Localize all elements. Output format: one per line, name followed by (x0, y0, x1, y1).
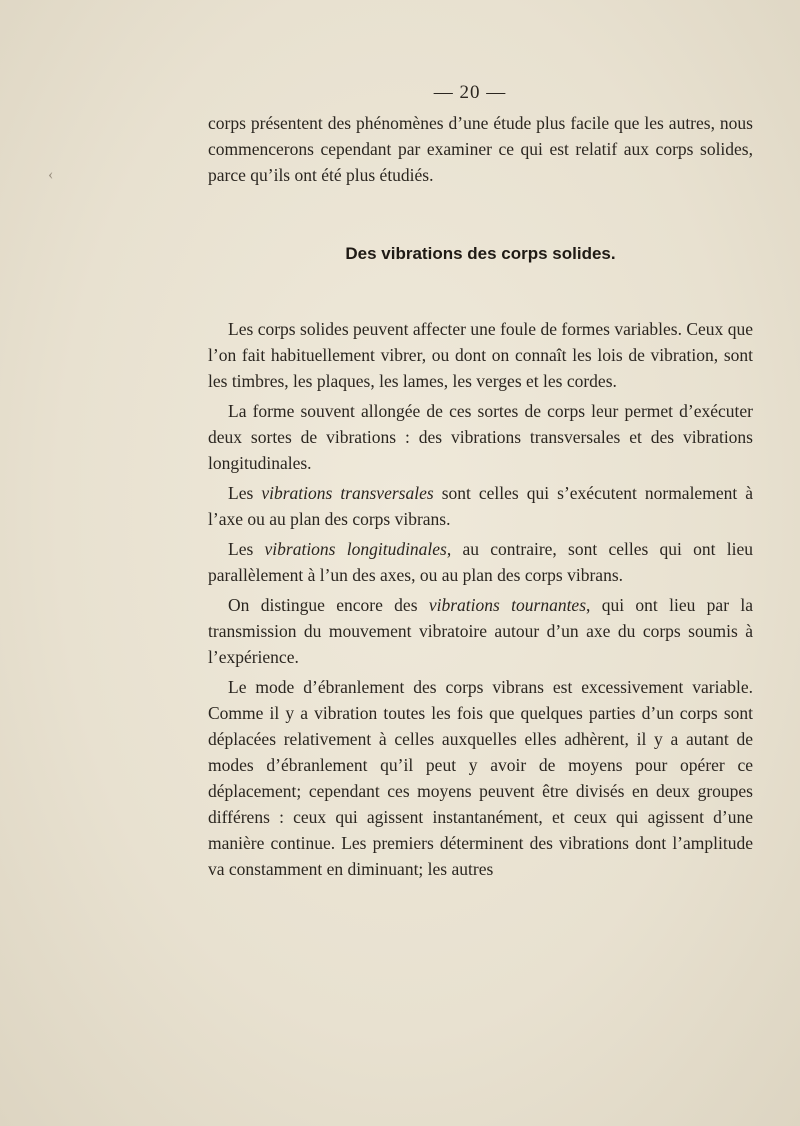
paragraph-1: Les corps solides peuvent affecter une foule de formes variables. Ceux que l’on fait habituellement vibrer, ou dont on connaît les lois de vibration, sont les timbres, les plaques, les lames, les verges et les cordes. (208, 319, 753, 391)
section-heading: Des vibrations des corps solides. (345, 244, 616, 263)
continuation-block (208, 110, 753, 188)
paragraph-4-term: vibrations longitudinales (264, 539, 447, 559)
paragraph-5-end: , qui ont lieu par la transmission du mouvement vibratoire autour d’un axe du corps soumis à l’expérience. (208, 595, 753, 667)
paragraph-4 (208, 536, 753, 588)
page-number: — 20 — (433, 82, 507, 103)
paragraph-2: La forme souvent allongée de ces sortes de corps leur permet d’exécuter deux sortes de vibrations : des vibrations transversales et des vibrations longitudinales. (208, 401, 753, 473)
section-body (208, 316, 753, 882)
paragraph-5 (208, 592, 753, 670)
paragraph-6: Le mode d’ébranlement des corps vibrans est excessivement variable. Comme il y a vibration toutes les fois que quelques parties d’un corps sont déplacées relativement à celles auxquelles elles adhèrent, il y a autant de modes d’ébranlement qu’il peut y avoir de moyens pour opérer ce déplacement; cependant ces moyens peuvent être divisés en deux groupes différens : ceux qui agissent instantanément, et ceux qui agissent d’une manière continue. Les premiers déterminent des vibrations dont l’amplitude va constamment en diminuant; les autres (208, 677, 753, 879)
paragraph-3-start: Les (228, 483, 262, 503)
paragraph-3 (208, 480, 753, 532)
paragraph-5-term: vibrations tournantes (428, 595, 587, 615)
continuation-paragraph: corps présentent des phénomènes d’une étude plus facile que les autres, nous commencerons cependant par examiner ce qui est relatif aux corps solides, parce qu’ils ont été plus étudiés. (208, 113, 753, 185)
margin-mark: ‹ (48, 166, 54, 183)
paragraph-4-start: Les (228, 539, 265, 559)
paragraph-5-start: On distingue encore des (228, 595, 429, 615)
paragraph-3-end: sont celles qui s’exécutent normalement à l’axe ou au plan des corps vibrans. (208, 483, 753, 529)
paragraph-4-end: , au contraire, sont celles qui ont lieu parallèlement à l’un des axes, ou au plan des corps vibrans. (208, 539, 753, 585)
paragraph-3-term: vibrations transversales (261, 483, 434, 503)
